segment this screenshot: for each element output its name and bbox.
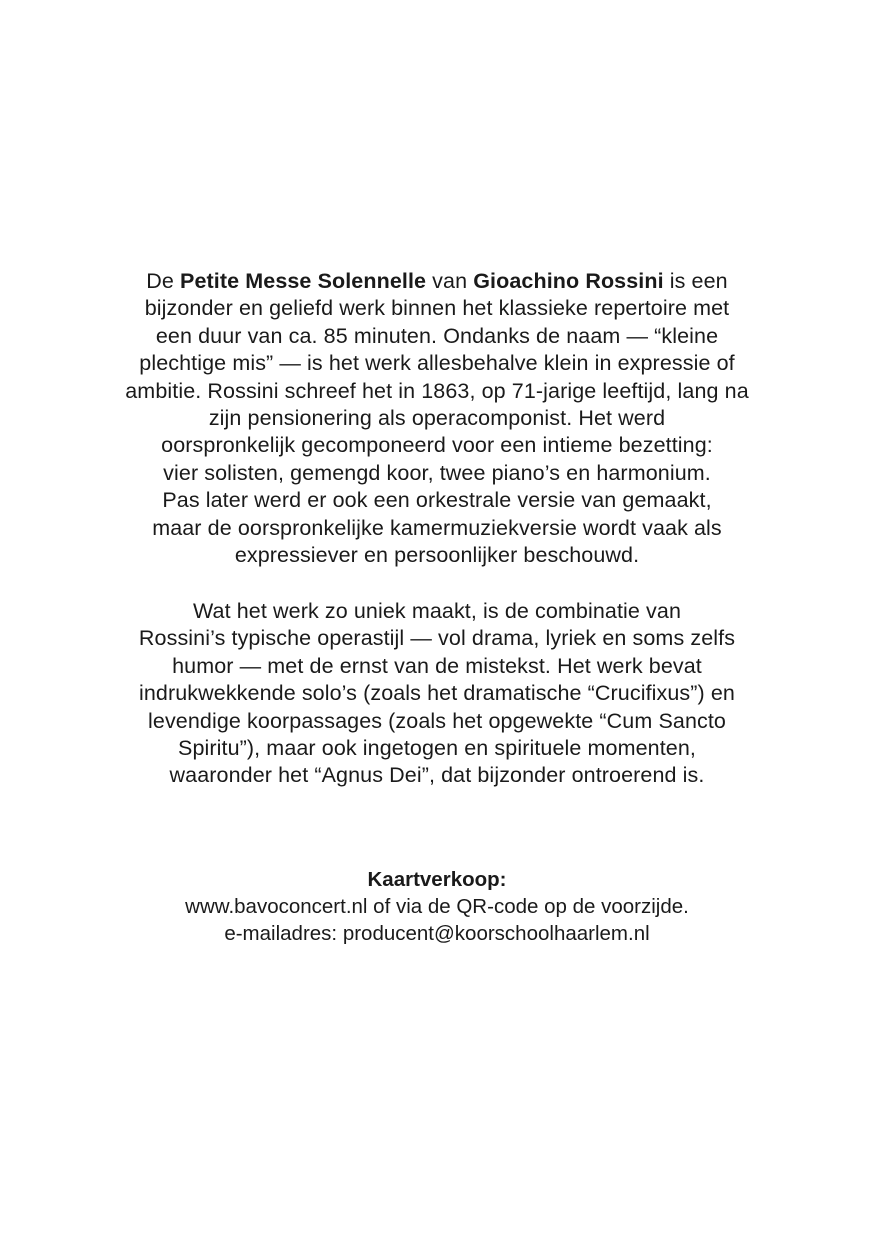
intro-line-5: ambitie. Rossini schreef het in 1863, op 71-jarige leeftijd, lang na [125,378,749,403]
composer-name: Gioachino Rossini [473,269,664,293]
ticket-sales-heading: Kaartverkoop: [367,868,507,891]
intro-line-4: plechtige mis” — is het werk allesbehalve klein in expressie of [139,351,735,376]
description-line-3: humor — met de ernst van de mistekst. Het werk bevat [172,653,702,678]
ticket-email-line: e-mailadres: producent@koorschoolhaarlem.nl [224,921,650,945]
description-paragraph [60,598,814,790]
intro-line-8: vier solisten, gemengd koor, twee piano’s en harmonium. [163,460,711,485]
ticket-sales [60,867,814,947]
description-line-4: indrukwekkende solo’s (zoals het dramatische “Crucifixus”) en [138,681,735,706]
intro-paragraph [60,268,814,569]
intro-line-1: De Petite Messe Solennelle van Gioachino Rossini is een [146,269,728,293]
description-line-7: waaronder het “Agnus Dei”, dat bijzonder ontroerend is. [169,763,705,788]
intro-line-11: expressiever en persoonlijker beschouwd. [234,543,640,568]
description-line-6: Spiritu”), maar ook ingetogen en spirituele momenten, [178,736,696,761]
intro-line-3: een duur van ca. 85 minuten. Ondanks de naam — “kleine [155,323,719,348]
description-line-5: levendige koorpassages (zoals het opgewekte “Cum Sancto [148,708,726,733]
intro-line-10: maar de oorspronkelijke kamermuziekversie wordt vaak als [152,515,722,540]
description-line-1: Wat het werk zo uniek maakt, is de combinatie van [192,599,682,623]
description-line-2: Rossini’s typische operastijl — vol drama, lyriek en soms zelfs [138,626,736,651]
ticket-website-line: www.bavoconcert.nl of via de QR-code op de voorzijde. [185,894,689,918]
intro-line-6: zijn pensionering als operacomponist. Het werd [208,406,666,431]
intro-line-7: oorspronkelijk gecomponeerd voor een intieme bezetting: [161,433,713,458]
work-title: Petite Messe Solennelle [180,269,427,293]
intro-line-2: bijzonder en geliefd werk binnen het klassieke repertoire met [144,296,730,321]
intro-line-9: Pas later werd er ook een orkestrale versie van gemaakt, [162,488,712,513]
